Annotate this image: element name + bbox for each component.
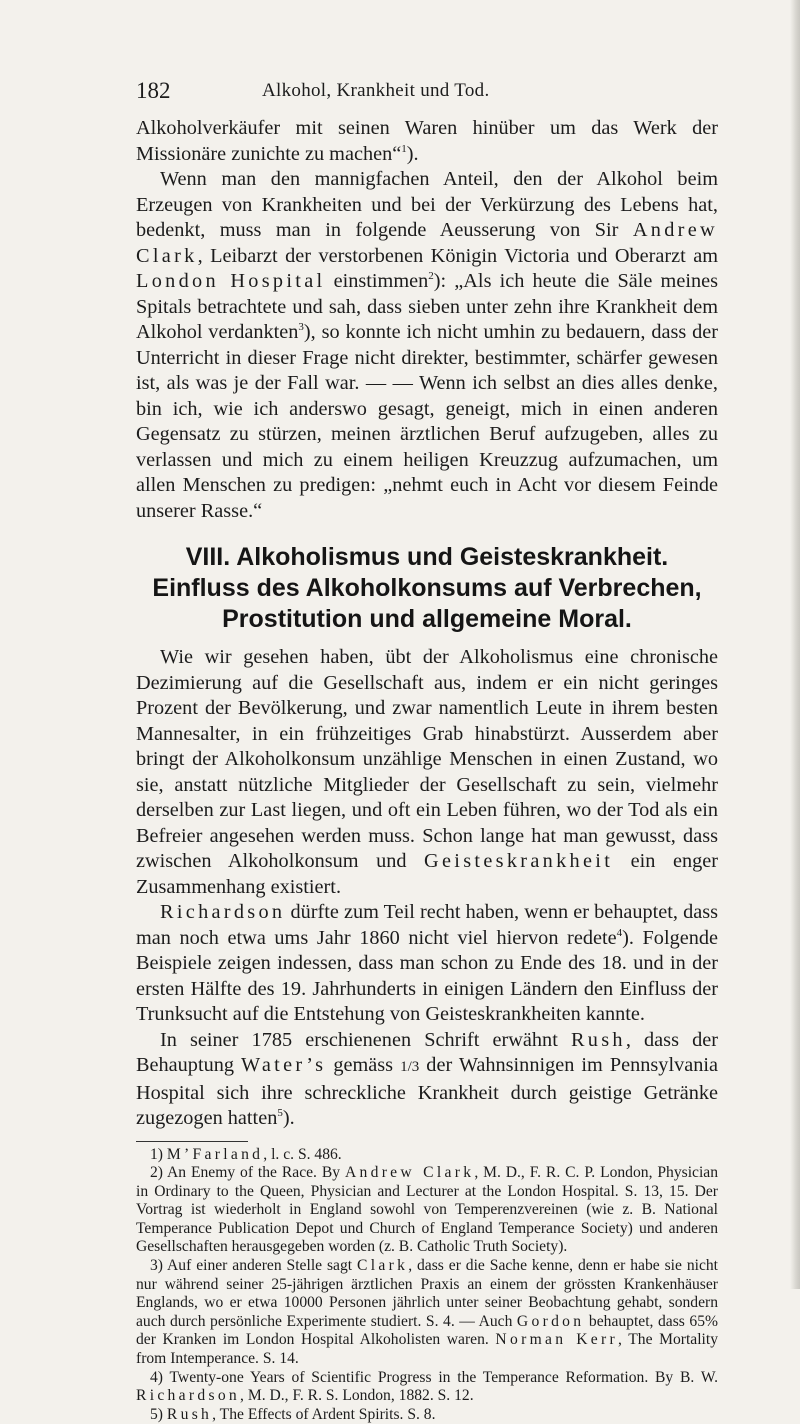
footnote-ref: 3 [298,321,304,333]
body-text [136,116,718,1424]
text-run: , The Effects of Ardent Spirits. S. 8. [212,1406,435,1423]
text-run: , The Mortality from Intemperance. S. 14. [136,1331,718,1367]
text-run: , Leibarzt der verstorbenen Königin Victoria und Oberarzt am [198,245,718,267]
text-run: behauptet, dass 65% der Kranken im London Hospital Alkoholisten waren. [136,1313,718,1349]
text-run: Alkoholverkäufer mit seinen Waren hinüber um das Werk der Missionäre zunichte zu machen“ [136,117,718,165]
text-run: 1) [150,1146,167,1163]
text-run: gemäss [326,1054,400,1076]
text-run: 5) [150,1406,167,1423]
footnote [136,1257,718,1369]
institution-name: London Hospital [136,270,325,292]
footnote-ref: 4 [617,927,623,939]
footnote [136,1406,718,1424]
footnote [136,1369,718,1406]
text-run: ). Folgende Beispiele zeigen indessen, dass man schon zu Ende des 18. und in der ersten Hälfte des 19. Jahrhunderts in einigen Ländern den Einfluss der Trunksucht auf die Entstehung von Geisteskrankheiten kannte. [136,927,718,1026]
fraction: 1/3 [400,1059,419,1075]
person-name: Water’s [241,1054,326,1076]
paragraph [136,645,718,900]
text-run: Wenn man den mannigfachen Anteil, den der Alkohol beim Erzeugen von Krankheiten und bei der Verkürzung des Lebens hat, bedenkt, muss man in folgende Aeusserung von Sir [136,168,718,241]
text-run: 2) An Enemy of the Race. By [150,1164,345,1181]
page-number: 182 [136,78,171,104]
text-run: , l. c. S. 486. [263,1146,341,1163]
page-edge-shadow [790,0,800,1289]
person-name: Rush [571,1029,626,1051]
person-name: Richardson [160,901,285,923]
person-name: Norman Kerr [495,1331,618,1348]
footnotes [136,1146,718,1424]
running-title: Alkohol, Krankheit und Tod. [262,80,490,102]
text-run: einstimmen [325,270,428,292]
footnote-ref: 1 [401,143,407,155]
text-run: ). [407,143,419,165]
paragraph [136,1028,718,1132]
text-run: der Wahnsinnigen im Pennsylvania Hospital sich ihre schreckliche Krankheit durch geistige Getränke zugezogen hatten [136,1054,718,1129]
paragraph-continued [136,116,718,167]
person-name: Clark [357,1257,408,1274]
text-run: dürfte zum Teil recht haben, wenn er behauptet, dass man noch etwa ums Jahr 1860 nicht viel hiervon redete [136,901,718,949]
person-name: Richardson [136,1387,240,1404]
text-run: , M. D., F. R. C. P. London, Physician in Ordinary to the Queen, Physician and Lecturer at the London Hospital. S. 13, 15. Der Vortrag ist wiederholt in England sowohl von Temperenzvereinen (wie z. B. National Temperance Publication Depot und Church of England Temperance Society) und anderen Gesellschaften herausgegeben worden (z. B. Catholic Truth Society). [136,1164,718,1255]
section-heading: VIII. Alkoholismus und Geisteskrankheit. Einfluss des Alkoholkonsums auf Verbrechen, Prostitution und allgemeine Moral. [136,542,718,635]
paragraph [136,900,718,1028]
footnote-ref: 2 [428,270,434,282]
page-header [136,78,716,108]
person-name: Andrew Clark [136,219,718,267]
text-run: Wie wir gesehen haben, übt der Alkoholismus eine chronische Dezimierung auf die Gesellschaft aus, indem er ein nicht geringes Prozent der Bevölkerung, und zwar namentlich Leute in ihrem besten Mannesalter, in ein frühzeitiges Grab hinabstürzt. Ausserdem aber bringt der Alkoholkonsum unzählige Menschen in einen Zustand, wo sie, anstatt nützliche Mitglieder der Gesellschaft zu sein, vielmehr derselben zur Last liegen, und oft ein Leben führen, wo der Tod als ein Befreier angesehen werden muss. Schon lange hat man gewusst, dass zwischen Alkoholkonsum und [136,646,718,872]
footnote [136,1146,718,1165]
person-name: M’Farland [167,1146,263,1163]
footnote-ref: 5 [277,1107,283,1119]
text-run: , M. D., F. R. S. London, 1882. S. 12. [240,1387,474,1404]
text-run: ). [283,1107,295,1129]
text-run: In seiner 1785 erschienenen Schrift erwähnt [160,1029,571,1051]
text-run: 3) Auf einer anderen Stelle sagt [150,1257,357,1274]
text-run: , dass der Behauptung [136,1029,718,1077]
text-run: ): „Als ich heute die Säle meines Spitals betrachtete und sah, dass sieben unter zehn ihre Krankheit dem Alkohol verdankten [136,270,718,343]
person-name: Rush [167,1406,212,1423]
footnote [136,1164,718,1257]
paragraph [136,167,718,524]
text-run: 4) Twenty-one Years of Scientific Progress in the Temperance Reformation. By B. W. [150,1369,718,1386]
text-run: ), so konnte ich nicht umhin zu bedauern, dass der Unterricht in dieser Frage nicht direkter, bestimmter, schärfer gewesen ist, als was je der Fall war. — — Wenn ich selbst an dies alles denke, bin ich, wie ich anderswo gesagt, geneigt, mich in einen anderen Gegensatz zu stürzen, meinen ärztlichen Beruf aufzugeben, alles zu verlassen und mich zu einem heiligen Kreuzzug aufzumachen, um allen Menschen zu predigen: „nehmt euch in Acht vor diesem Feinde unserer Rasse.“ [136,321,718,522]
person-name: Andrew Clark [345,1164,474,1181]
text-run: , dass er die Sache kenne, denn er habe sie nicht nur während seiner 25-jährigen ärztlichen Praxis an einem der grössten Krankenhäuser Englands, wo er etwa 10000 Personen jährlich unter seiner Beobachtung gehabt, sondern auch durch persönliche Experimente studiert. S. 4. — Auch [136,1257,718,1330]
person-name: Gordon [517,1313,584,1330]
footnote-divider [136,1141,248,1142]
text-run: ein enger Zusammenhang existiert. [136,850,718,898]
spaced-term: Geisteskrankheit [424,850,613,872]
